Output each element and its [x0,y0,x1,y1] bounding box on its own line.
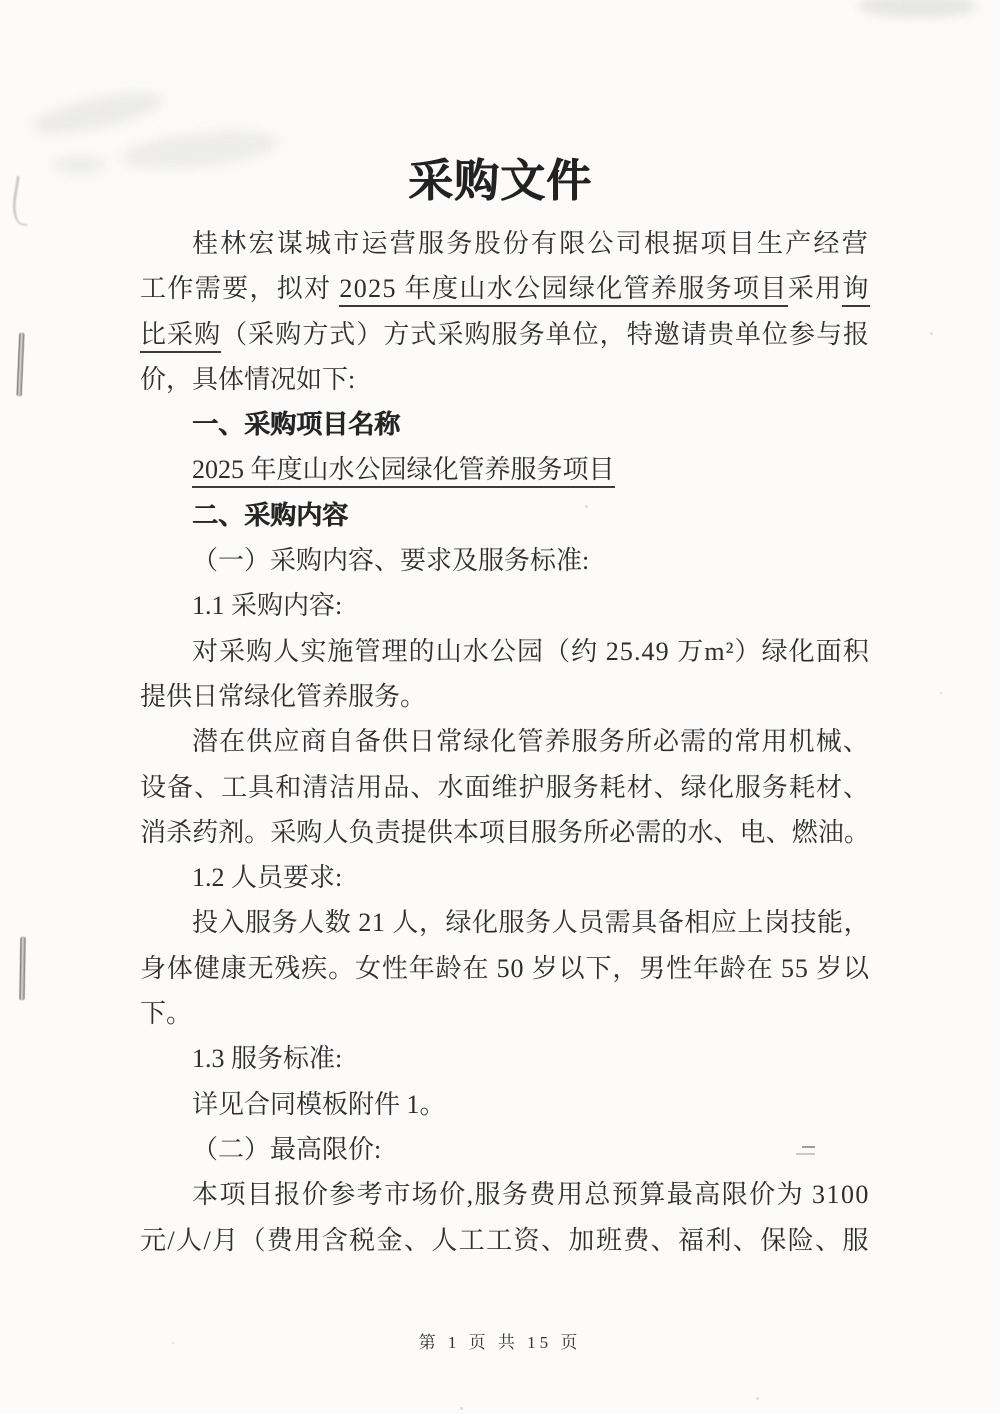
text-segment: 潜在供应商自备供日常绿化管养服务所必需的常用机械、 [192,727,871,757]
section-heading [140,493,870,538]
underlined-text: 2025 年度山水公园绿化管养服务项目 [192,455,615,488]
text-line [140,719,870,764]
scan-speck [460,1407,463,1410]
text-segment: 1.2 人员要求: [192,863,343,893]
staple-mark-top [17,333,25,396]
text-segment: 详见合同模板附件 1。 [192,1089,446,1119]
text-segment: 采用 [787,274,843,304]
text-segment: 投入服务人数 21 人，绿化服务人员需具备相应上岗技能， [192,908,871,938]
text-segment: 身体健康无残疾。女性年龄在 50 岁以下，男性年龄在 55 岁以 [140,953,870,983]
staple-mark-bottom [19,937,25,1000]
text-segment: 工作需要，拟对 [140,274,340,304]
text-line [140,221,870,266]
text-segment: 下。 [140,999,193,1029]
text-segment: （采购方式）方式采购服务单位，特邀请贵单位参与报 [221,319,871,349]
scan-speck [756,1397,759,1400]
text-line [140,1218,870,1263]
scan-smudge [28,84,166,141]
text-segment: 消杀药剂。采购人负责提供本项目服务所必需的水、电、燃油。 [140,817,870,847]
underlined-text: 比采购 [140,320,221,353]
text-line [140,312,870,357]
text-segment: 桂林宏谋城市运营服务股份有限公司根据项目生产经营 [192,229,871,258]
text-line [140,674,870,719]
text-line [140,266,870,311]
text-line [140,1036,870,1081]
text-line [140,447,870,492]
text-segment: 元/人/月（费用含税金、人工工资、加班费、福利、保险、服 [140,1225,870,1255]
underlined-text: 询 [842,274,869,307]
page-footer: 第 1 页 共 15 页 [418,1333,582,1352]
text-line [140,1082,870,1127]
text-line [140,855,870,900]
scan-smudge [858,0,978,18]
scan-speck [940,692,942,694]
text-line [140,1127,870,1172]
text-segment: 对采购人实施管理的山水公园（约 25.49 万m²）绿化面积 [192,636,870,666]
text-segment: （二）最高限价: [192,1134,382,1164]
text-segment: （一）采购内容、要求及服务标准: [192,546,590,576]
document-title: 采购文件 [407,156,592,206]
text-line [140,629,870,674]
scan-speck [930,332,933,335]
text-line [140,1172,870,1217]
text-line [140,357,870,402]
text-line [140,810,870,855]
text-segment: 设备、工具和清洁用品、水面维护服务耗材、绿化服务耗材、 [140,772,871,802]
text-segment: 价，具体情况如下: [140,364,356,394]
text-segment: 一、采购项目名称 [192,409,401,440]
text-segment: 1.1 采购内容: [192,591,343,621]
text-line [140,538,870,583]
text-line [140,900,870,945]
text-column [140,221,870,1263]
text-segment: 1.3 服务标准: [192,1044,343,1074]
underlined-text: 2025 年度山水公园绿化管养服务项目 [339,274,787,307]
text-line [140,991,870,1036]
text-line [140,583,870,628]
text-line [140,946,870,991]
text-line [140,765,870,810]
text-segment: 提供日常绿化管养服务。 [140,681,427,711]
text-segment: 本项目报价参考市场价,服务费用总预算最高限价为 3100 [192,1180,870,1210]
text-segment: 二、采购内容 [192,499,349,530]
section-heading [140,402,870,447]
